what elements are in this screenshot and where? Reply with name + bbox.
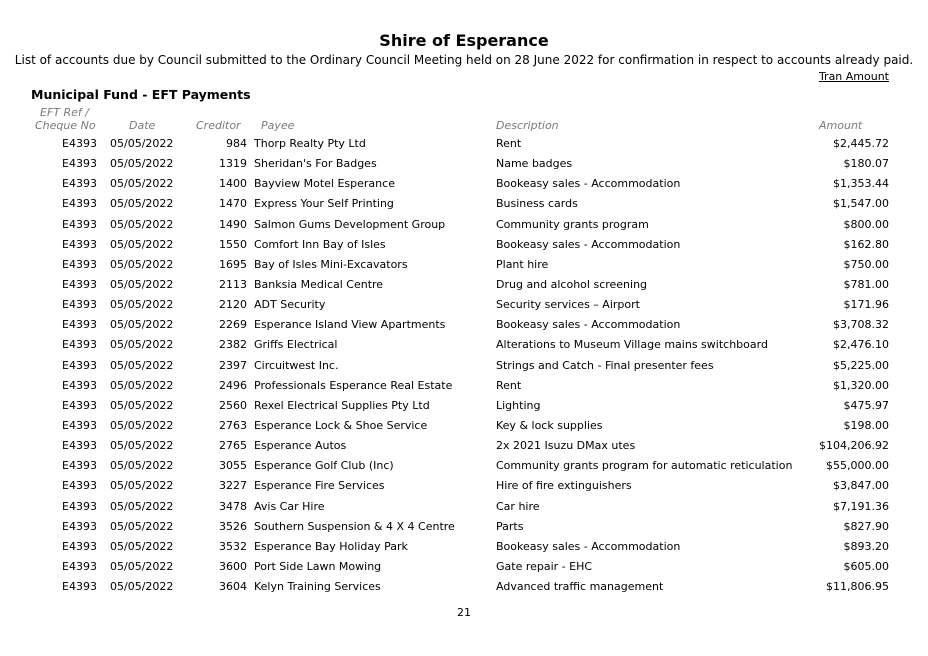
cell-amount: $11,806.95: [826, 580, 889, 594]
tran-amount-label: Tran Amount: [818, 70, 889, 83]
cell-description: 2x 2021 Isuzu DMax utes: [496, 439, 636, 453]
cell-creditor: 2382: [219, 338, 247, 352]
cell-date: 05/05/2022: [110, 559, 174, 573]
cell-eft-ref: E4393: [62, 459, 97, 473]
cell-eft-ref: E4393: [62, 479, 97, 493]
cell-description: Community grants program for automatic reticulation: [496, 459, 793, 473]
header-ref-line1: EFT Ref /: [40, 106, 89, 119]
cell-date: 05/05/2022: [110, 398, 174, 412]
cell-eft-ref: E4393: [62, 418, 97, 432]
cell-creditor: 2120: [219, 298, 247, 312]
cell-creditor: 2113: [219, 277, 247, 291]
cell-date: 05/05/2022: [110, 439, 174, 453]
cell-creditor: 1319: [219, 157, 247, 171]
cell-amount: $800.00: [843, 217, 889, 231]
cell-payee: Esperance Golf Club (Inc): [254, 459, 394, 473]
cell-date: 05/05/2022: [110, 539, 174, 553]
cell-eft-ref: E4393: [62, 137, 97, 150]
cell-creditor: 2763: [219, 418, 247, 432]
cell-eft-ref: E4393: [62, 298, 97, 312]
cell-amount: $1,320.00: [833, 378, 889, 392]
cell-description: Hire of fire extinguishers: [496, 479, 632, 493]
cell-creditor: 2269: [219, 318, 247, 332]
cell-date: 05/05/2022: [110, 277, 174, 291]
cell-date: 05/05/2022: [110, 157, 174, 171]
header-amount: Amount: [819, 119, 863, 132]
table-row: [0, 497, 928, 517]
cell-amount: $3,847.00: [833, 479, 889, 493]
cell-amount: $893.20: [843, 539, 889, 553]
cell-amount: $104,206.92: [819, 439, 889, 453]
table-row: [0, 577, 928, 597]
cell-date: 05/05/2022: [110, 257, 174, 271]
cell-eft-ref: E4393: [62, 559, 97, 573]
cell-description: Name badges: [496, 157, 573, 171]
cell-payee: Express Your Self Printing: [254, 197, 394, 211]
table-row: [0, 335, 928, 355]
cell-payee: Rexel Electrical Supplies Pty Ltd: [254, 398, 430, 412]
cell-eft-ref: E4393: [62, 358, 97, 372]
cell-amount: $2,445.72: [833, 137, 889, 150]
cell-description: Security services – Airport: [496, 298, 640, 312]
cell-description: Advanced traffic management: [496, 580, 664, 594]
cell-amount: $55,000.00: [826, 459, 889, 473]
cell-amount: $162.80: [843, 237, 889, 251]
cell-payee: Port Side Lawn Mowing: [254, 559, 382, 573]
cell-eft-ref: E4393: [62, 499, 97, 513]
cell-payee: Circuitwest Inc.: [254, 358, 339, 372]
page-title: Shire of Esperance: [379, 31, 549, 50]
cell-description: Rent: [496, 378, 522, 392]
cell-date: 05/05/2022: [110, 177, 174, 191]
table-row: [0, 134, 928, 154]
cell-payee: Bay of Isles Mini-Excavators: [254, 257, 408, 271]
header-payee: Payee: [261, 119, 295, 132]
header-date: Date: [129, 119, 156, 132]
cell-payee: Esperance Autos: [254, 439, 347, 453]
cell-creditor: 2560: [219, 398, 247, 412]
cell-creditor: 1490: [219, 217, 247, 231]
cell-description: Gate repair - EHC: [496, 559, 593, 573]
cell-date: 05/05/2022: [110, 499, 174, 513]
cell-date: 05/05/2022: [110, 318, 174, 332]
table-row: [0, 396, 928, 416]
table-row: [0, 315, 928, 335]
cell-amount: $1,353.44: [833, 177, 889, 191]
cell-eft-ref: E4393: [62, 539, 97, 553]
cell-date: 05/05/2022: [110, 580, 174, 594]
cell-eft-ref: E4393: [62, 519, 97, 533]
cell-eft-ref: E4393: [62, 378, 97, 392]
cell-description: Parts: [496, 519, 524, 533]
cell-payee: Southern Suspension & 4 X 4 Centre: [254, 519, 455, 533]
cell-payee: Banksia Medical Centre: [254, 277, 384, 291]
cell-eft-ref: E4393: [62, 237, 97, 251]
table-row: [0, 537, 928, 557]
cell-payee: Esperance Fire Services: [254, 479, 385, 493]
cell-payee: Esperance Bay Holiday Park: [254, 539, 408, 553]
cell-amount: $750.00: [843, 257, 889, 271]
cell-creditor: 984: [226, 137, 247, 150]
cell-amount: $475.97: [843, 398, 889, 412]
cell-creditor: 2765: [219, 439, 247, 453]
cell-creditor: 3478: [219, 499, 247, 513]
table-row: [0, 456, 928, 476]
cell-description: Bookeasy sales - Accommodation: [496, 177, 681, 191]
table-row: [0, 476, 928, 496]
cell-creditor: 3227: [219, 479, 247, 493]
cell-date: 05/05/2022: [110, 358, 174, 372]
page-number: 21: [457, 606, 471, 619]
cell-eft-ref: E4393: [62, 157, 97, 171]
cell-description: Lighting: [496, 398, 541, 412]
table-row: [0, 295, 928, 315]
cell-eft-ref: E4393: [62, 338, 97, 352]
cell-description: Key & lock supplies: [496, 418, 603, 432]
cell-payee: Professionals Esperance Real Estate: [254, 378, 453, 392]
cell-description: Alterations to Museum Village mains switchboard: [496, 338, 768, 352]
cell-creditor: 1470: [219, 197, 247, 211]
report-subtitle: List of accounts due by Council submitted to the Ordinary Council Meeting held on 28 June 2022 for confirmation in respect to accounts already paid.: [14, 53, 914, 67]
table-row: [0, 275, 928, 295]
cell-amount: $827.90: [843, 519, 889, 533]
cell-date: 05/05/2022: [110, 197, 174, 211]
cell-eft-ref: E4393: [62, 398, 97, 412]
cell-payee: Bayview Motel Esperance: [254, 177, 395, 191]
cell-payee: Kelyn Training Services: [254, 580, 381, 594]
table-row: [0, 215, 928, 235]
cell-date: 05/05/2022: [110, 519, 174, 533]
table-row: [0, 376, 928, 396]
cell-payee: Comfort Inn Bay of Isles: [254, 237, 386, 251]
cell-payee: Esperance Lock & Shoe Service: [254, 418, 428, 432]
cell-description: Bookeasy sales - Accommodation: [496, 539, 681, 553]
cell-payee: Salmon Gums Development Group: [254, 217, 446, 231]
cell-description: Business cards: [496, 197, 578, 211]
cell-description: Bookeasy sales - Accommodation: [496, 318, 681, 332]
cell-date: 05/05/2022: [110, 378, 174, 392]
header-creditor: Creditor: [196, 119, 241, 132]
cell-amount: $2,476.10: [833, 338, 889, 352]
cell-amount: $198.00: [843, 418, 889, 432]
cell-creditor: 1400: [219, 177, 247, 191]
cell-amount: $3,708.32: [833, 318, 889, 332]
cell-eft-ref: E4393: [62, 318, 97, 332]
cell-creditor: 3600: [219, 559, 247, 573]
table-row: [0, 436, 928, 456]
cell-creditor: 1695: [219, 257, 247, 271]
table-row: [0, 194, 928, 214]
cell-creditor: 3526: [219, 519, 247, 533]
cell-payee: ADT Security: [254, 298, 326, 312]
cell-date: 05/05/2022: [110, 217, 174, 231]
cell-amount: $7,191.36: [833, 499, 889, 513]
cell-date: 05/05/2022: [110, 237, 174, 251]
cell-creditor: 3532: [219, 539, 247, 553]
cell-creditor: 3055: [219, 459, 247, 473]
cell-eft-ref: E4393: [62, 217, 97, 231]
cell-description: Community grants program: [496, 217, 649, 231]
cell-payee: Sheridan's For Badges: [254, 157, 377, 171]
header-ref-line2: Cheque No: [35, 119, 96, 132]
cell-date: 05/05/2022: [110, 137, 174, 150]
cell-creditor: 3604: [219, 580, 247, 594]
section-title: Municipal Fund - EFT Payments: [31, 87, 251, 102]
cell-eft-ref: E4393: [62, 197, 97, 211]
cell-payee: Thorp Realty Pty Ltd: [254, 137, 366, 150]
table-row: [0, 174, 928, 194]
table-row: [0, 356, 928, 376]
cell-description: Strings and Catch - Final presenter fees: [496, 358, 714, 372]
table-row: [0, 154, 928, 174]
cell-eft-ref: E4393: [62, 439, 97, 453]
cell-date: 05/05/2022: [110, 298, 174, 312]
cell-description: Rent: [496, 137, 522, 150]
cell-date: 05/05/2022: [110, 418, 174, 432]
cell-description: Bookeasy sales - Accommodation: [496, 237, 681, 251]
table-row: [0, 517, 928, 537]
cell-amount: $171.96: [843, 298, 889, 312]
cell-eft-ref: E4393: [62, 257, 97, 271]
cell-payee: Griffs Electrical: [254, 338, 338, 352]
header-description: Description: [496, 119, 559, 132]
cell-amount: $1,547.00: [833, 197, 889, 211]
cell-date: 05/05/2022: [110, 338, 174, 352]
cell-payee: Esperance Island View Apartments: [254, 318, 446, 332]
cell-creditor: 2397: [219, 358, 247, 372]
cell-description: Drug and alcohol screening: [496, 277, 648, 291]
cell-amount: $180.07: [843, 157, 889, 171]
table-row: [0, 235, 928, 255]
cell-amount: $5,225.00: [833, 358, 889, 372]
table-row: [0, 557, 928, 577]
payments-table: [0, 134, 928, 597]
cell-payee: Avis Car Hire: [254, 499, 325, 513]
cell-date: 05/05/2022: [110, 459, 174, 473]
cell-description: Plant hire: [496, 257, 549, 271]
cell-amount: $781.00: [843, 277, 889, 291]
cell-amount: $605.00: [843, 559, 889, 573]
cell-eft-ref: E4393: [62, 177, 97, 191]
cell-eft-ref: E4393: [62, 277, 97, 291]
cell-eft-ref: E4393: [62, 580, 97, 594]
cell-creditor: 2496: [219, 378, 247, 392]
cell-date: 05/05/2022: [110, 479, 174, 493]
table-row: [0, 255, 928, 275]
cell-description: Car hire: [496, 499, 540, 513]
table-row: [0, 416, 928, 436]
cell-creditor: 1550: [219, 237, 247, 251]
